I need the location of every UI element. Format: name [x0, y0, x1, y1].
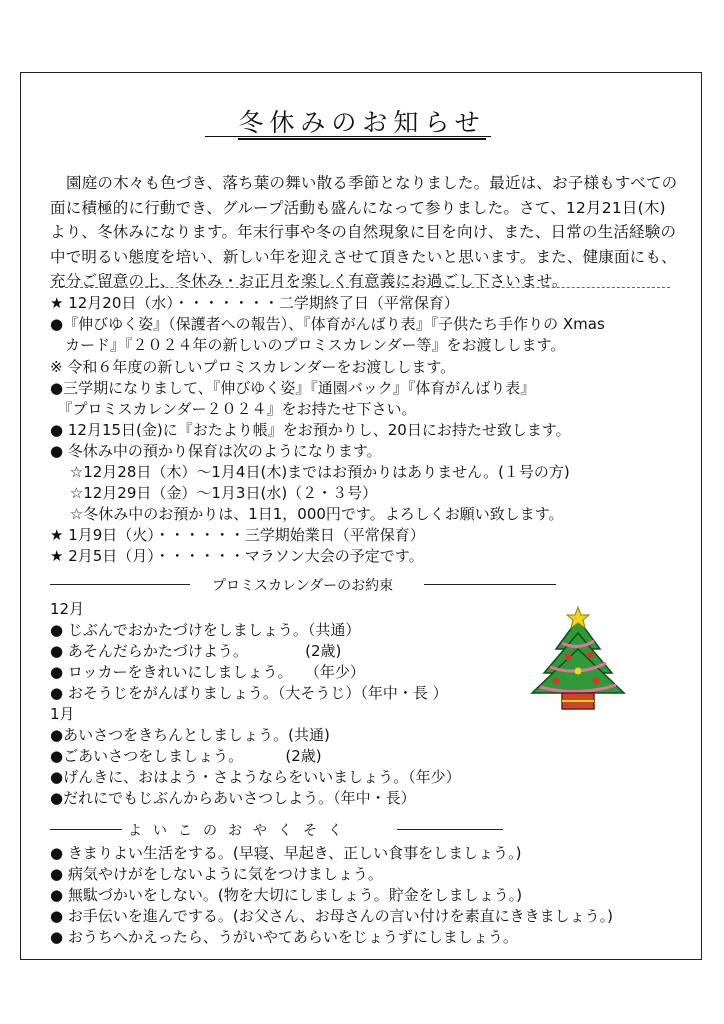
notice-line: ☆冬休み中のお預かりは、1日1，000円です。よろしくお願い致します。 [50, 505, 564, 523]
notice-line: ☆12月29日（金）～1月3日(水)（２・３号） [50, 484, 378, 502]
promise-item: ● ロッカーをきれいにしましょう。 （年少） [50, 663, 365, 681]
title-underline [205, 136, 491, 137]
page-title [0, 103, 724, 139]
notice-line: ●『伸びゆく姿』（保護者への報告）、『体育がんばり表』『子供たち手作りの Xmas [50, 315, 605, 333]
promise-item: ● じぶんでおかたづけをしましょう。（共通） [50, 621, 361, 639]
section-rule-right [397, 829, 503, 830]
dotted-divider [50, 287, 670, 288]
rule-item: ● お手伝いを進んでする。(お父さん、お母さんの言い付けを素直にききましょう。) [50, 907, 613, 925]
notice-line: ● 12月15日(金)に『おたより帳』をお預かりし、20日にお持たせ致します。 [50, 421, 571, 439]
notice-line: ※ 令和６年度の新しいプロミスカレンダーをお渡しします。 [50, 358, 456, 376]
notice-line: ● 冬休み中の預かり保育は次のようになります。 [50, 442, 382, 460]
notice-line: ★ 12月20日（水）・・・・・・・二学期終了日（平常保育） [50, 294, 459, 312]
rule-item: ● きまりよい生活をする。(早寝、早起き、正しい食事をしましょう。) [50, 844, 522, 862]
section-rule-left [50, 829, 122, 830]
notice-line: ★ 1月9日（火）・・・・・・三学期始業日（平常保育） [50, 526, 425, 544]
promise-item: ●だれにでもじぶんからあいさつしよう。（年中・長） [50, 789, 416, 807]
promise-item: ● おそうじをがんばりましょう。（大そうじ）（年中・長 ） [50, 684, 448, 702]
intro-paragraph: 園庭の木々も色づき、落ち葉の舞い散る季節となりました。最近は、お子様もすべての面に積極的に行動でき、グループ活動も盛んになって参りました。さて、12月21日(木)より、冬休みになります。年末行事や冬の自然現象に目を向け、また、日常の生活経験の中で明るい態度を培い、新しい年を迎えさせて頂きたいと思います。また、健康面にも、充分ご留意の上、冬休み・お正月を楽しく有意義にお過ごし下さいませ。 [50, 174, 678, 290]
notice-line: ☆12月28日（木）～1月4日(木)まではお預かりはありません。(１号の方) [50, 463, 570, 481]
christmas-tree-icon [526, 605, 630, 713]
rule-item: ● 病気やけがをしないように気をつけましょう。 [50, 865, 383, 883]
promise-item: ● あそんだらかたづけよう。 (2歳) [50, 642, 342, 660]
section-rule-left [50, 584, 190, 585]
notice-line: 『プロミスカレンダー２０２４』をお持たせ下さい。 [50, 400, 417, 418]
page-title-text: 冬休みのお知らせ [238, 108, 485, 140]
notice-line: ●三学期になりまして、『伸びゆく姿』『通園バック』『体育がんばり表』 [50, 379, 536, 397]
notice-line: カード』『２０２４年の新しいのプロミスカレンダー等』をお渡しします。 [50, 336, 566, 354]
promise-item: ●ごあいさつをしましょう。 (2歳) [50, 747, 322, 765]
rules-heading: よいこのおやくそく [128, 823, 353, 839]
promise-heading: プロミスカレンダーのお約束 [212, 578, 394, 594]
promise-item: ●げんきに、おはよう・さようならをいいましょう。（年少） [50, 768, 461, 786]
rule-item: ● おうちへかえったら、うがいやてあらいをじょうずにしましょう。 [50, 928, 518, 946]
promise-month: 12月 [50, 600, 85, 618]
section-rule-right [424, 584, 556, 585]
promise-item: ●あいさつをきちんとしましょう。(共通) [50, 726, 330, 744]
notice-line: ★ 2月5日（月）・・・・・・マラソン大会の予定です。 [50, 547, 424, 565]
promise-month: 1月 [50, 705, 75, 723]
rule-item: ● 無駄づかいをしない。(物を大切にしましょう。貯金をしましょう。) [50, 886, 523, 904]
